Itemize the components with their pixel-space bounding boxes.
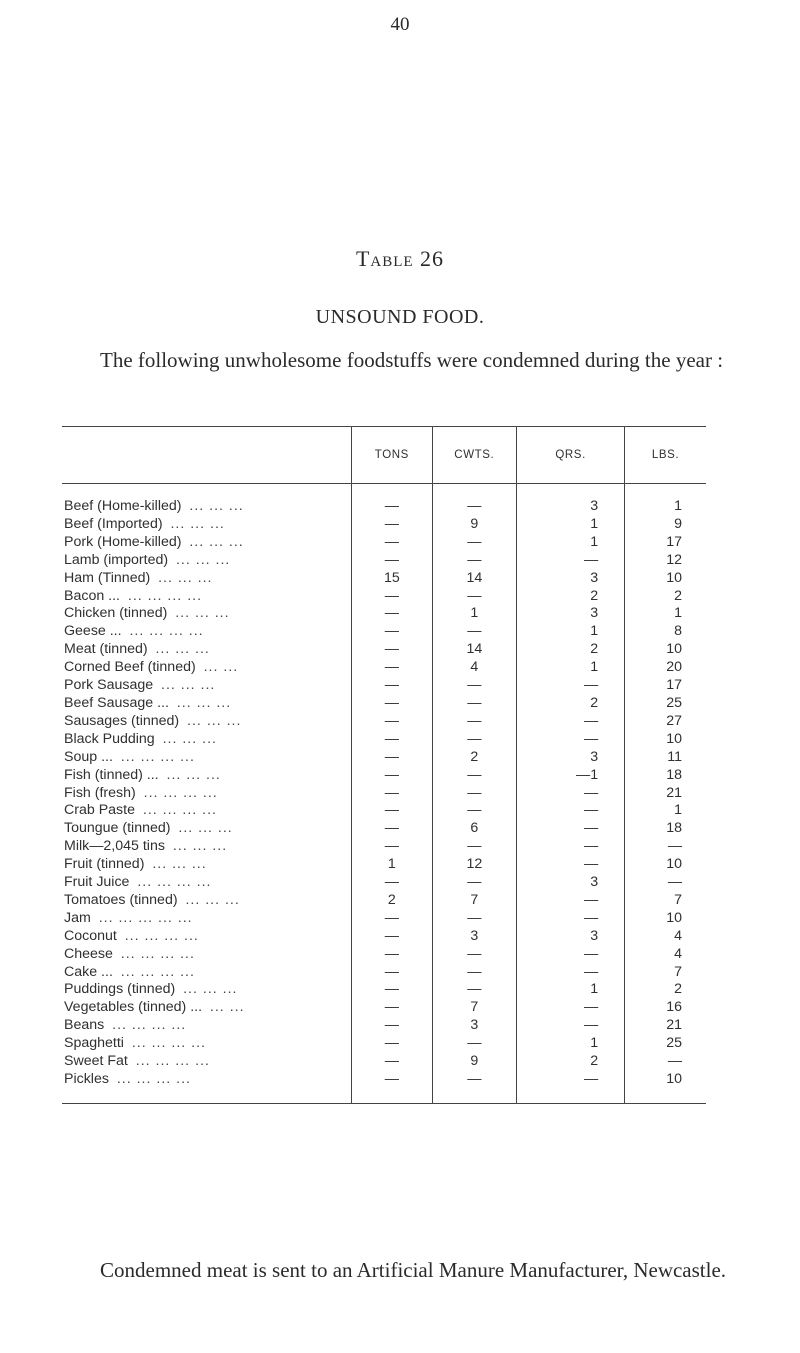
table-row — [62, 605, 706, 623]
leader-dots: ... ... ... — [158, 569, 213, 586]
item-cell — [62, 892, 352, 910]
table-row — [62, 1071, 706, 1089]
tons-cell: — — [352, 588, 432, 606]
leader-dots: ... ... ... ... — [137, 874, 212, 891]
tons-cell: — — [352, 749, 432, 767]
leader-dots: ... ... ... — [183, 981, 238, 998]
leader-dots: ... ... ... ... — [116, 1071, 191, 1087]
tons-cell: — — [352, 838, 432, 856]
leader-dots: ... ... ... — [175, 551, 231, 568]
item-cell — [62, 964, 352, 982]
item-name: Bacon ... — [64, 587, 120, 604]
item-name: Puddings (tinned) — [64, 981, 176, 998]
qrs-cell: — — [517, 838, 625, 856]
qrs-cell: — — [517, 713, 625, 731]
tons-cell: — — [352, 713, 432, 731]
item-name: Crab Paste — [64, 802, 135, 819]
item-cell — [62, 874, 352, 892]
lbs-cell: 21 — [625, 785, 706, 803]
qrs-cell: 1 — [517, 516, 625, 534]
qrs-cell: — — [517, 856, 625, 874]
table-row — [62, 1017, 706, 1035]
cwts-cell: — — [432, 677, 517, 695]
tons-cell: — — [352, 802, 432, 820]
table-row — [62, 802, 706, 820]
lbs-cell: 4 — [625, 946, 706, 964]
tons-cell: — — [352, 605, 432, 623]
item-cell — [62, 820, 352, 838]
item-cell — [62, 856, 352, 874]
qrs-cell: — — [517, 731, 625, 749]
table-row — [62, 820, 706, 838]
leader-dots: ... ... ... ... — [143, 784, 218, 801]
item-name: Beans — [64, 1017, 105, 1034]
page-number: 40 — [390, 14, 410, 35]
item-cell — [62, 981, 352, 999]
qrs-cell: — — [517, 802, 625, 820]
item-name: Vegetables (tinned) ... — [64, 999, 203, 1016]
lbs-cell: — — [625, 1053, 706, 1071]
leader-dots: ... ... ... — [170, 515, 225, 532]
tons-cell: — — [352, 946, 432, 964]
tons-cell: — — [352, 731, 432, 749]
tons-cell: — — [352, 1053, 432, 1071]
qrs-cell: 2 — [517, 695, 625, 713]
item-name: Beef (Imported) — [64, 515, 163, 532]
leader-dots: ... ... ... ... — [129, 623, 204, 640]
lbs-cell: 10 — [625, 731, 706, 749]
lbs-cell: 11 — [625, 749, 706, 767]
table-row — [62, 767, 706, 785]
intro-text: The following unwholesome foodstuffs were condemned during the year : — [100, 348, 724, 372]
lbs-cell: 16 — [625, 999, 706, 1017]
lbs-cell: 17 — [625, 677, 706, 695]
item-name: Sweet Fat — [64, 1053, 128, 1070]
lbs-cell: 18 — [625, 820, 706, 838]
table-row — [62, 856, 706, 874]
item-cell — [62, 641, 352, 659]
item-cell — [62, 713, 352, 731]
item-name: Jam — [64, 909, 91, 926]
header-qrs: QRS. — [517, 427, 625, 484]
item-cell — [62, 946, 352, 964]
leader-dots: ... ... ... ... — [127, 587, 203, 604]
table-row — [62, 534, 706, 552]
lbs-cell: 27 — [625, 713, 706, 731]
header-lbs: LBS. — [625, 427, 706, 484]
qrs-cell: 3 — [517, 570, 625, 588]
item-name: Beef (Home-killed) — [64, 498, 182, 514]
item-name: Fruit (tinned) — [64, 856, 145, 873]
leader-dots: ... ... ... — [189, 498, 244, 514]
item-name: Black Pudding — [64, 730, 155, 747]
item-cell — [62, 838, 352, 856]
item-cell — [62, 731, 352, 749]
tons-cell: 15 — [352, 570, 432, 588]
cwts-cell: 3 — [432, 928, 517, 946]
tons-cell: — — [352, 820, 432, 838]
leader-dots: ... ... ... — [152, 856, 207, 873]
cwts-cell: — — [432, 713, 517, 731]
item-name: Lamb (imported) — [64, 551, 169, 568]
table-row — [62, 946, 706, 964]
cwts-cell: — — [432, 1071, 517, 1089]
table-row — [62, 570, 706, 588]
item-cell — [62, 910, 352, 928]
item-name: Pork (Home-killed) — [64, 533, 182, 550]
tons-cell: 1 — [352, 856, 432, 874]
table-row — [62, 552, 706, 570]
item-cell — [62, 1035, 352, 1053]
tons-cell: — — [352, 964, 432, 982]
item-name: Coconut — [64, 927, 117, 944]
tons-cell: — — [352, 695, 432, 713]
item-name: Fish (tinned) ... — [64, 766, 159, 783]
qrs-cell: — — [517, 677, 625, 695]
item-name: Geese ... — [64, 623, 122, 640]
cwts-cell: 9 — [432, 1053, 517, 1071]
qrs-cell: 2 — [517, 588, 625, 606]
leader-dots: ... ... ... ... — [120, 945, 195, 962]
leader-dots: ... ... ... ... — [124, 927, 199, 944]
cwts-cell: — — [432, 785, 517, 803]
tons-cell: — — [352, 641, 432, 659]
qrs-cell: — — [517, 964, 625, 982]
tons-cell: — — [352, 623, 432, 641]
item-name: Beef Sausage ... — [64, 694, 169, 711]
table-row — [62, 677, 706, 695]
item-cell — [62, 999, 352, 1017]
lbs-cell: 9 — [625, 516, 706, 534]
table-row — [62, 498, 706, 516]
item-name: Tomatoes (tinned) — [64, 891, 178, 908]
leader-dots: ... ... ... ... — [142, 802, 218, 819]
table-row — [62, 588, 706, 606]
item-cell — [62, 570, 352, 588]
table-row — [62, 713, 706, 731]
qrs-cell: — — [517, 820, 625, 838]
item-cell — [62, 516, 352, 534]
qrs-cell: 3 — [517, 498, 625, 516]
lbs-cell: 20 — [625, 659, 706, 677]
table-row — [62, 838, 706, 856]
item-cell — [62, 1053, 352, 1071]
lbs-cell: 10 — [625, 641, 706, 659]
table-row — [62, 1035, 706, 1053]
cwts-cell: — — [432, 964, 517, 982]
lbs-cell: 2 — [625, 981, 706, 999]
cwts-cell: — — [432, 910, 517, 928]
qrs-cell: — — [517, 552, 625, 570]
tons-cell: — — [352, 999, 432, 1017]
cwts-cell: 12 — [432, 856, 517, 874]
table-row — [62, 731, 706, 749]
leader-dots: ... ... ... — [162, 730, 217, 747]
leader-dots: ... ... ... — [187, 712, 242, 729]
lbs-cell: 7 — [625, 892, 706, 910]
item-cell — [62, 1017, 352, 1035]
tons-cell: — — [352, 1035, 432, 1053]
lbs-cell: 1 — [625, 605, 706, 623]
qrs-cell: 2 — [517, 1053, 625, 1071]
tons-cell: — — [352, 785, 432, 803]
cwts-cell: — — [432, 623, 517, 641]
item-name: Soup ... — [64, 748, 113, 765]
qrs-cell: 1 — [517, 1035, 625, 1053]
lbs-cell: 10 — [625, 570, 706, 588]
leader-dots: ... ... ... ... — [135, 1053, 210, 1070]
item-cell — [62, 695, 352, 713]
cwts-cell: — — [432, 838, 517, 856]
lbs-cell: 25 — [625, 695, 706, 713]
table-row — [62, 999, 706, 1017]
table-row — [62, 874, 706, 892]
qrs-cell: — — [517, 999, 625, 1017]
table-row — [62, 1053, 706, 1071]
footer-paragraph — [64, 1256, 764, 1285]
qrs-cell: 3 — [517, 605, 625, 623]
table-row — [62, 695, 706, 713]
tons-cell: — — [352, 928, 432, 946]
tons-cell: — — [352, 981, 432, 999]
cwts-cell: — — [432, 802, 517, 820]
lbs-cell: 10 — [625, 856, 706, 874]
item-name: Ham (Tinned) — [64, 569, 151, 586]
cwts-cell: — — [432, 767, 517, 785]
item-cell — [62, 605, 352, 623]
item-name: Fish (fresh) — [64, 784, 136, 801]
table-row — [62, 749, 706, 767]
qrs-cell: 1 — [517, 981, 625, 999]
tons-cell: — — [352, 659, 432, 677]
item-name: Pork Sausage — [64, 677, 154, 694]
table-row — [62, 516, 706, 534]
leader-dots: ... ... ... — [176, 694, 232, 711]
tons-cell: — — [352, 552, 432, 570]
item-cell — [62, 588, 352, 606]
qrs-cell: 1 — [517, 534, 625, 552]
lbs-cell: 25 — [625, 1035, 706, 1053]
item-name: Cheese — [64, 945, 113, 962]
tons-cell: 2 — [352, 892, 432, 910]
section-title: UNSOUND FOOD. — [315, 306, 485, 328]
qrs-cell: — — [517, 785, 625, 803]
lbs-cell: — — [625, 838, 706, 856]
tons-cell: — — [352, 677, 432, 695]
cwts-cell: 2 — [432, 749, 517, 767]
item-name: Fruit Juice — [64, 874, 130, 891]
leader-dots: ... ... ... ... — [120, 748, 195, 765]
tons-cell: — — [352, 534, 432, 552]
table-spacer — [62, 484, 706, 499]
item-cell — [62, 1071, 352, 1089]
cwts-cell: — — [432, 534, 517, 552]
cwts-cell: — — [432, 1035, 517, 1053]
item-cell — [62, 785, 352, 803]
cwts-cell: — — [432, 695, 517, 713]
item-cell — [62, 677, 352, 695]
leader-dots: ... ... — [203, 659, 239, 676]
cwts-cell: 9 — [432, 516, 517, 534]
cwts-cell: 7 — [432, 892, 517, 910]
leader-dots: ... ... ... ... ... — [98, 909, 193, 926]
table-body — [62, 484, 706, 1104]
qrs-cell: — — [517, 892, 625, 910]
qrs-cell: —1 — [517, 767, 625, 785]
cwts-cell: — — [432, 498, 517, 516]
item-cell — [62, 767, 352, 785]
cwts-cell: 1 — [432, 605, 517, 623]
tons-cell: — — [352, 516, 432, 534]
item-cell — [62, 534, 352, 552]
qrs-cell: — — [517, 1071, 625, 1089]
item-cell — [62, 802, 352, 820]
table-row — [62, 659, 706, 677]
tons-cell: — — [352, 910, 432, 928]
table-row — [62, 641, 706, 659]
header-tons: TONS — [352, 427, 432, 484]
cwts-cell: — — [432, 588, 517, 606]
item-name: Cake ... — [64, 963, 113, 980]
qrs-cell: 3 — [517, 749, 625, 767]
unsound-food-table — [62, 426, 706, 1104]
lbs-cell: 1 — [625, 498, 706, 516]
table-row — [62, 964, 706, 982]
leader-dots: ... ... ... ... — [120, 963, 195, 980]
cwts-cell: 3 — [432, 1017, 517, 1035]
lbs-cell: 10 — [625, 910, 706, 928]
qrs-cell: 3 — [517, 928, 625, 946]
leader-dots: ... ... ... — [189, 533, 244, 550]
item-cell — [62, 659, 352, 677]
leader-dots: ... ... ... — [172, 838, 228, 855]
leader-dots: ... ... ... — [166, 766, 221, 783]
item-cell — [62, 623, 352, 641]
cwts-cell: — — [432, 874, 517, 892]
intro-paragraph — [64, 346, 764, 375]
lbs-cell: 17 — [625, 534, 706, 552]
cwts-cell: — — [432, 552, 517, 570]
qrs-cell: 2 — [517, 641, 625, 659]
header-cwts: CWTS. — [432, 427, 517, 484]
item-name: Sausages (tinned) — [64, 712, 180, 729]
tons-cell: — — [352, 1017, 432, 1035]
item-name: Chicken (tinned) — [64, 605, 168, 622]
item-cell — [62, 928, 352, 946]
lbs-cell: — — [625, 874, 706, 892]
leader-dots: ... ... ... — [178, 820, 233, 837]
item-cell — [62, 498, 352, 516]
qrs-cell: 1 — [517, 623, 625, 641]
item-cell — [62, 552, 352, 570]
table-row — [62, 981, 706, 999]
leader-dots: ... ... ... — [155, 641, 210, 658]
item-name: Corned Beef (tinned) — [64, 659, 196, 676]
tons-cell: — — [352, 874, 432, 892]
lbs-cell: 4 — [625, 928, 706, 946]
qrs-cell: — — [517, 1017, 625, 1035]
qrs-cell: 1 — [517, 659, 625, 677]
cwts-cell: — — [432, 946, 517, 964]
table-header-row — [62, 427, 706, 484]
cwts-cell: 14 — [432, 570, 517, 588]
cwts-cell: — — [432, 731, 517, 749]
table-row — [62, 623, 706, 641]
header-item — [62, 427, 352, 484]
qrs-cell: — — [517, 946, 625, 964]
item-cell — [62, 749, 352, 767]
item-name: Meat (tinned) — [64, 641, 148, 658]
leader-dots: ... ... ... ... — [131, 1035, 206, 1052]
leader-dots: ... ... ... — [175, 605, 230, 622]
item-name: Spaghetti — [64, 1035, 124, 1052]
item-name: Toungue (tinned) — [64, 820, 171, 837]
lbs-cell: 10 — [625, 1071, 706, 1089]
lbs-cell: 12 — [625, 552, 706, 570]
lbs-cell: 8 — [625, 623, 706, 641]
leader-dots: ... ... ... — [161, 677, 216, 694]
table-heading: Table 26 — [355, 246, 445, 271]
cwts-cell: 6 — [432, 820, 517, 838]
item-name: Milk—2,045 tins — [64, 838, 165, 855]
cwts-cell: — — [432, 981, 517, 999]
cwts-cell: 14 — [432, 641, 517, 659]
item-name: Pickles — [64, 1071, 109, 1087]
table-end-spacer — [62, 1089, 706, 1104]
tons-cell: — — [352, 1071, 432, 1089]
qrs-cell: — — [517, 910, 625, 928]
tons-cell: — — [352, 498, 432, 516]
leader-dots: ... ... — [209, 999, 245, 1016]
table-row — [62, 910, 706, 928]
lbs-cell: 18 — [625, 767, 706, 785]
tons-cell: — — [352, 767, 432, 785]
lbs-cell: 1 — [625, 802, 706, 820]
qrs-cell: 3 — [517, 874, 625, 892]
lbs-cell: 2 — [625, 588, 706, 606]
table-row — [62, 892, 706, 910]
cwts-cell: 4 — [432, 659, 517, 677]
footer-text: Condemned meat is sent to an Artificial Manure Manufacturer, Newcastle. — [100, 1258, 727, 1282]
leader-dots: ... ... ... ... — [112, 1017, 187, 1034]
leader-dots: ... ... ... — [185, 891, 240, 908]
lbs-cell: 21 — [625, 1017, 706, 1035]
cwts-cell: 7 — [432, 999, 517, 1017]
table-row — [62, 785, 706, 803]
lbs-cell: 7 — [625, 964, 706, 982]
table-row — [62, 928, 706, 946]
